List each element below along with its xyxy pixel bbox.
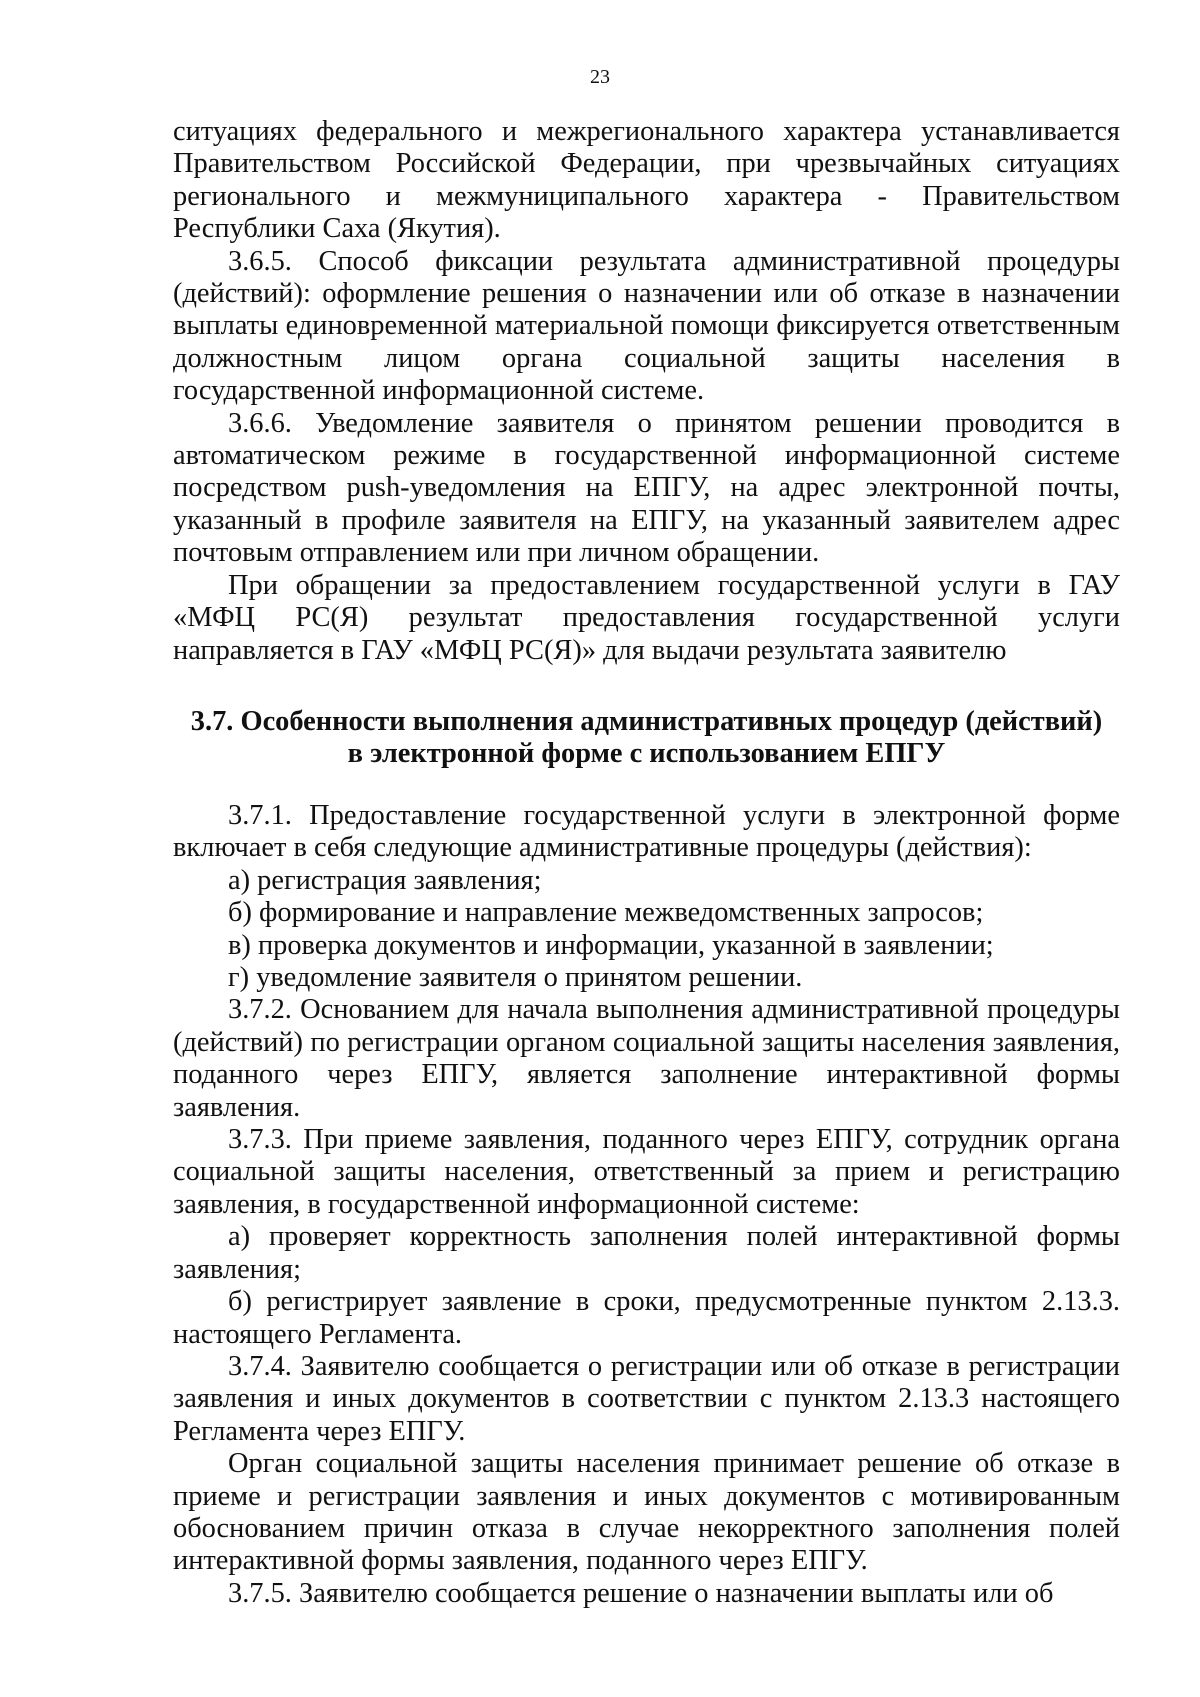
paragraph-3-7-5: 3.7.5. Заявителю сообщается решение о назначении выплаты или об [228, 1577, 1054, 1609]
section-heading-line-1: 3.7. Особенности выполнения административных процедур (действий) [190, 706, 1103, 737]
paragraph-3-7-2: 3.7.2. Основанием для начала выполнения административной процедуры (действий) по регистрации органом социальной защиты населения заявления, поданного через ЕПГУ, является заполнение интерактивной формы заявления. [173, 994, 1120, 1123]
paragraph-3-7-1: 3.7.1. Предоставление государственной услуги в электронной форме включает в себя следующие административные процедуры (действия): [173, 800, 1120, 864]
paragraph-3-7-3-b: б) регистрирует заявление в сроки, предусмотренные пунктом 2.13.3. настоящего Регламента. [173, 1286, 1120, 1350]
list-item: в) проверка документов и информации, указанной в заявлении; [228, 929, 994, 961]
list-item: а) регистрация заявления; [228, 864, 542, 896]
paragraph-continuation: ситуациях федерального и межрегионального характера устанавливается Правительством Российской Федерации, при чрезвычайных ситуациях регионального и межмуниципального характера - Правительством Республики Саха (Якутия). [173, 116, 1120, 245]
paragraph-3-6-5: 3.6.5. Способ фиксации результата административной процедуры (действий): оформление решения о назначении или об отказе в назначении выплаты единовременной материальной помощи фиксируется ответственным должностным лицом органа социальной защиты населения в государственной информационной системе. [173, 245, 1120, 407]
paragraph-refusal: Орган социальной защиты населения принимает решение об отказе в приеме и регистрации заявления и иных документов с мотивированным обоснованием причин отказа в случае некорректного заполнения полей интерактивной формы заявления, поданного через ЕПГУ. [173, 1448, 1120, 1577]
paragraph-mfc: При обращении за предоставлением государственной услуги в ГАУ «МФЦ РС(Я) результат предоставления государственной услуги направляется в ГАУ «МФЦ РС(Я)» для выдачи результата заявителю [173, 569, 1120, 666]
paragraph-3-7-4: 3.7.4. Заявителю сообщается о регистрации или об отказе в регистрации заявления и иных документов в соответствии с пунктом 2.13.3 настоящего Регламента через ЕПГУ. [173, 1350, 1120, 1447]
paragraph-3-7-3-a: а) проверяет корректность заполнения полей интерактивной формы заявления; [173, 1221, 1120, 1285]
list-item: г) уведомление заявителя о принятом решении. [228, 962, 803, 994]
paragraph-3-7-3: 3.7.3. При приеме заявления, поданного через ЕПГУ, сотрудник органа социальной защиты населения, ответственный за прием и регистрацию заявления, в государственной информационной системе: [173, 1124, 1120, 1220]
section-heading-3-7 [173, 706, 1120, 771]
top-text-block [173, 116, 1120, 667]
list-item: б) формирование и направление межведомственных запросов; [228, 897, 984, 929]
paragraph-3-6-6: 3.6.6. Уведомление заявителя о принятом решении проводится в автоматическом режиме в государственной информационной системе посредством push-уведомления на ЕПГУ, на адрес электронной почты, указанный в профиле заявителя на ЕПГУ, на указанный заявителем адрес почтовым отправлением или при личном обращении. [173, 407, 1120, 569]
page-number: 23 [590, 66, 610, 88]
bottom-text-block [173, 800, 1120, 1610]
section-heading-line-2: в электронной форме с использованием ЕПГУ [347, 738, 946, 770]
